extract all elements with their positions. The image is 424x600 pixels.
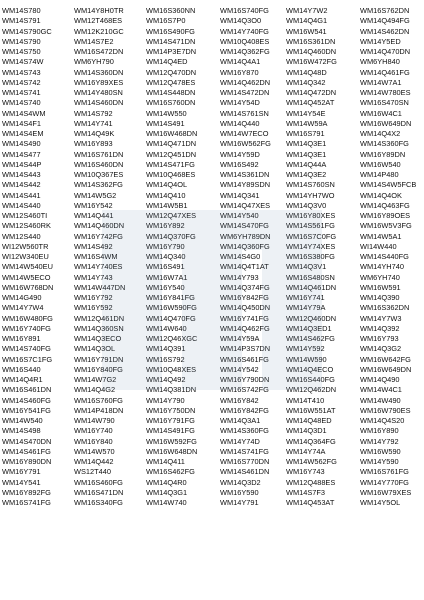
- part-number-cell: WM6YH790: [74, 57, 114, 67]
- part-number-cell: WM12S440: [2, 231, 41, 241]
- part-number-cell: WM14W5B1: [146, 200, 188, 210]
- part-number-cell: WM14W5G2: [74, 190, 117, 200]
- part-number-cell: WM14Q362FG: [220, 47, 270, 56]
- part-number-cell: WM14S44P: [2, 159, 42, 169]
- part-number-cell: WM14S492: [74, 241, 113, 251]
- part-number-cell: WM14Q48ED: [286, 416, 332, 425]
- part-number-cell: WM16Y870: [220, 67, 259, 77]
- part-number-cell: WM14S361DN: [220, 170, 270, 179]
- part-number-cell: WM16W4C1: [360, 108, 402, 118]
- part-number-cell: WM16Y792: [74, 293, 113, 302]
- part-number-cell: WM16S791: [286, 129, 325, 138]
- part-number-cell: WM16Y590: [220, 487, 259, 497]
- part-number-cell: WM16Y841FG: [146, 293, 195, 302]
- part-number-cell: WM14Q4S20: [360, 416, 405, 425]
- part-number-cell: WM10Q408ES: [220, 36, 270, 46]
- part-number-cell: WM12T468ES: [74, 16, 123, 26]
- part-number-cell: WM14S7F3: [286, 487, 326, 497]
- part-number-cell: WM14Y74XES: [286, 241, 336, 251]
- part-number-cell: WM14Q460DN: [74, 221, 125, 231]
- part-number-cell: WM14Y740FG: [220, 26, 269, 36]
- part-number-cell: WM14Q4T1AT: [220, 262, 269, 272]
- part-number-cell: WM16W480FG: [2, 313, 53, 323]
- part-number-cell: WM16W649DN: [360, 118, 412, 128]
- part-number-cell: WM14S471DN: [146, 36, 196, 46]
- part-number-cell: WM16S340FG: [74, 498, 123, 507]
- part-number-cell: WM14Q4R0: [146, 477, 187, 487]
- part-number-cell: WM16W551AT: [286, 405, 336, 415]
- part-number-cell: WM12S460RK: [2, 221, 51, 231]
- part-number-cell: WM14S477: [2, 149, 41, 159]
- part-number-cell: WM14Q47XES: [220, 200, 271, 210]
- part-number-cell: WM16S7C0FG: [286, 231, 337, 241]
- part-number-cell: WM16Y740FG: [2, 323, 51, 333]
- part-number-cell: WM14Q3G2: [360, 344, 402, 354]
- part-number-cell: WM12Q46XGC: [146, 334, 198, 343]
- part-number-cell: WM14Q360FG: [220, 241, 270, 251]
- part-number-cell: WM12Q462DN: [286, 385, 337, 395]
- part-number-cell: WM6YH789DN: [220, 231, 271, 241]
- part-number-cell: WM16W472FG: [286, 57, 337, 67]
- part-number-cell: WM16S360NN: [146, 6, 196, 15]
- part-number-cell: WM14Q471DN: [146, 139, 197, 149]
- part-number-cell: WM16W642FG: [360, 354, 411, 364]
- part-number-cell: WM14W490: [360, 395, 401, 405]
- part-number-cell: WM14Q3OL: [74, 344, 116, 354]
- part-number-cell: WM14Q3D2: [220, 477, 261, 487]
- part-number-cell: WM14Y7W3: [360, 313, 402, 323]
- part-number-cell: WM16S4WM: [74, 252, 118, 261]
- part-number-cell: WM14W540EU: [2, 262, 53, 272]
- part-number-cell: WM16S7P0: [146, 16, 186, 26]
- part-number-cell: WM16S742FG: [220, 385, 269, 395]
- part-number-cell: WM16S792: [146, 354, 185, 364]
- part-number-cell: WM14S360DN: [74, 67, 124, 77]
- part-number-cell: WM14Q392: [360, 323, 400, 333]
- part-number-cell: WM14Q4OK: [360, 190, 402, 200]
- part-number-cell: WM16S761DN: [74, 149, 124, 159]
- part-number-cell: WM14Q3E1: [286, 149, 327, 159]
- part-number-cell: WM14Q452AT: [286, 98, 335, 108]
- part-number-cell: WM14S443: [2, 170, 41, 179]
- part-number-cell: WM12Q47XES: [146, 211, 197, 220]
- part-number-cell: WM14S741: [2, 88, 41, 97]
- part-number-cell: WM14Q460DN: [286, 47, 337, 56]
- part-number-cell: WM16Y790: [146, 241, 185, 251]
- part-number-cell: WM14Q4X2: [360, 129, 401, 138]
- part-number-cell: WM14S491FG: [146, 426, 195, 436]
- part-number-cell: WM14S780: [2, 6, 41, 15]
- part-number-cell: WM16Y740: [74, 426, 113, 436]
- part-number-cell: WM14S441: [2, 190, 41, 200]
- part-number-cell: WM16W562FG: [220, 139, 271, 149]
- part-number-cell: WM14S74W: [2, 57, 44, 67]
- part-number-cell: WM14P3E7DN: [146, 47, 197, 56]
- part-number-cell: WM14Q390: [360, 293, 400, 302]
- part-number-cell: WM14Q4A1: [220, 57, 261, 67]
- part-number-cell: WM10Q367ES: [74, 170, 124, 179]
- part-number-cell: WM16Y891: [2, 334, 41, 343]
- part-number-cell: WM14Q3ED1: [286, 323, 332, 333]
- part-number-cell: WM16S460FG: [74, 477, 123, 487]
- part-number-cell: WM14S462DN: [360, 26, 410, 36]
- part-number-cell: WM16S740FG: [220, 6, 269, 15]
- part-number-cell: WM14S740FG: [2, 344, 51, 354]
- part-number-cell: WM14S760SN: [286, 180, 335, 190]
- part-number-cell: WM16W541: [286, 26, 327, 36]
- part-number-cell: WM14S470FG: [220, 221, 269, 231]
- part-number-cell: WM14Y8H0TR: [74, 6, 124, 15]
- part-number-cell: WM14Q3V0: [286, 200, 327, 210]
- part-number-cell: WM14W540: [2, 416, 43, 425]
- part-number-cell: WM16W79XES: [360, 487, 412, 497]
- part-number-cell: WM14P480: [360, 170, 399, 179]
- part-number-cell: WI12W560TR: [2, 241, 49, 251]
- part-number-cell: WM14S4G0: [220, 252, 261, 261]
- part-number-cell: WM14Q48D: [286, 67, 327, 77]
- part-number-cell: WM16Y540: [146, 282, 185, 292]
- part-number-cell: WM16S461DN: [2, 385, 52, 395]
- part-number-cell: WM16S472DN: [74, 47, 124, 56]
- part-number-cell: WM14W780ES: [360, 88, 411, 97]
- part-number-cell: WM16Y592: [74, 303, 113, 313]
- part-number-cell: WM14Y480SN: [74, 88, 123, 97]
- part-number-cell: WM14Q3E2: [286, 170, 327, 179]
- part-number-cell: WM16W7A1: [146, 272, 188, 282]
- part-number-cell: WM16Y791: [2, 467, 41, 477]
- part-number-cell: WM16Y750DN: [146, 405, 196, 415]
- part-number-cell: WM16S491: [146, 262, 185, 272]
- part-number-cell: WM14W7A1: [360, 77, 402, 87]
- part-number-cell: WM14Q3V1: [286, 262, 327, 272]
- part-number-cell: WM16Y791FG: [146, 416, 195, 425]
- part-number-cell: WM10Q48XES: [146, 364, 197, 374]
- part-number-cell: WM14Y5OL: [360, 498, 401, 507]
- part-number-cell: WM14Q342: [286, 77, 326, 87]
- part-number-cell: WM14Q4G2: [74, 385, 116, 395]
- part-number-cell: WM16Y791DN: [74, 354, 124, 364]
- part-number-cell: WM14S498: [2, 426, 41, 436]
- part-number-cell: WM14Y542: [220, 364, 259, 374]
- part-number-cell: WM16Y741: [286, 293, 325, 302]
- part-number-cell: WM14Y59D: [220, 149, 260, 159]
- part-number-cell: WM14Y540: [220, 211, 259, 220]
- part-number-cell: WM14Q374FG: [220, 282, 270, 292]
- part-number-cell: WM14Q3D1: [286, 426, 327, 436]
- part-number-cell: WM14Y793: [220, 272, 259, 282]
- part-number-cell: WM14Q364FG: [286, 436, 336, 446]
- part-number-cell: WM16S440: [2, 364, 41, 374]
- part-number-cell: WM14Q453AT: [286, 498, 335, 507]
- part-number-cell: WS12T440: [74, 467, 111, 477]
- part-number-cell: WM14S790: [2, 36, 41, 46]
- part-number-cell: WM16W5V3FG: [360, 221, 412, 231]
- part-number-cell: WM14S470DN: [2, 436, 52, 446]
- part-number-cell: WM14Y7W2: [286, 6, 328, 15]
- part-number-cell: WM16W790ES: [360, 405, 411, 415]
- part-number-cell: WM6YH840: [360, 57, 400, 67]
- part-number-cell: WM14Q470FG: [146, 313, 196, 323]
- part-number-cell: WM14Y792: [360, 436, 399, 446]
- part-number-cell: WM14S491: [146, 118, 185, 128]
- part-number-cell: WM16S361DN: [286, 36, 336, 46]
- part-number-cell: WM16Y890: [360, 426, 399, 436]
- part-number-cell: WM12Q478ES: [146, 77, 196, 87]
- part-number-cell: WM14W550: [146, 108, 187, 118]
- part-number-cell: WM14Y741: [74, 118, 113, 128]
- part-number-cell: WM14Y5ED: [360, 36, 401, 46]
- part-number-cell: WM14S4WM: [2, 108, 46, 118]
- part-number-cell: WM14Q340: [146, 252, 186, 261]
- part-number-cell: WM16Y89OES: [360, 211, 411, 220]
- part-number-cell: WM16W648DN: [146, 446, 198, 456]
- part-number-cell: WM16W468DN: [146, 129, 198, 138]
- part-number-cell: WM14Q463FG: [360, 200, 410, 210]
- part-number-cell: WM16Y541FG: [2, 405, 51, 415]
- part-number-cell: WM16W592FG: [146, 436, 197, 446]
- part-number-cell: WM16Y743: [286, 467, 325, 477]
- part-number-cell: WM16Y840: [74, 436, 113, 446]
- part-number-cell: WM16S470SN: [360, 98, 409, 108]
- part-number-cell: WM14Y89SDN: [220, 180, 271, 190]
- part-number-cell: WM14W740: [146, 498, 187, 507]
- part-number-cell: WM12Q488ES: [286, 477, 336, 487]
- part-number-cell: WM14W447DN: [74, 282, 126, 292]
- part-number-cell: WM14Y770FG: [360, 477, 409, 487]
- part-number-cell: WM14Y54D: [220, 98, 260, 108]
- part-number-cell: WM12Q451DN: [146, 149, 197, 159]
- part-number-cell: WM14Q462DN: [220, 77, 271, 87]
- part-number-cell: WM16W540: [360, 159, 401, 169]
- part-number-cell: WM12Q470DN: [146, 67, 197, 77]
- part-number-cell: WM14Y743: [74, 272, 113, 282]
- part-number-cell: WM14S742: [2, 77, 41, 87]
- part-number-cell: WM14Q4ED: [146, 57, 188, 67]
- part-number-cell: WM16Y89XES: [74, 77, 124, 87]
- part-number-cell: WM14Q3A1: [220, 416, 261, 425]
- part-number-cell: WM16W591: [360, 282, 401, 292]
- part-number-cell: WM14Q381DN: [146, 385, 197, 395]
- part-number-cell: WM16Y890DN: [2, 457, 52, 466]
- part-number-cell: WM16S462FG: [146, 467, 195, 477]
- part-number-cell: WM14W59A: [286, 118, 328, 128]
- part-number-cell: WM16S492: [220, 159, 259, 169]
- part-number-cell: WM14Q462FG: [220, 323, 270, 333]
- part-number-cell: WM14Q370FG: [146, 231, 196, 241]
- part-number-cell: WM14W5ECO: [2, 272, 51, 282]
- part-number-cell: WM14Y74A: [286, 446, 326, 456]
- part-number-cell: WM16S770DN: [220, 457, 270, 466]
- part-number-cell: WM14W790: [74, 416, 115, 425]
- part-number-cell: WM16S760FG: [74, 395, 123, 405]
- part-number-cell: WM12S460TI: [2, 211, 48, 220]
- part-number-cell: WM14S7E2: [74, 36, 114, 46]
- part-number-cell: WM16Y80XES: [286, 211, 336, 220]
- part-number-cell: WM14Y541: [2, 477, 41, 487]
- part-number-cell: WM14S460DN: [74, 98, 124, 108]
- part-number-cell: WM16S760DN: [146, 98, 196, 108]
- part-number-cell: WM14Q3ECO: [74, 334, 122, 343]
- part-number-cell: WM16S471DN: [74, 487, 124, 497]
- part-number-cell: WM14Q341: [220, 190, 260, 200]
- part-number-cell: WM16Y892: [146, 221, 185, 231]
- part-number-cell: WM14Y790: [146, 395, 185, 405]
- part-number-cell: WM14S360FG: [220, 426, 269, 436]
- part-number-cell: WM14Q4G1: [286, 16, 328, 26]
- part-number-cell: WM14Y59A: [220, 334, 260, 343]
- part-number-cell: WM14S4F1: [2, 118, 42, 128]
- part-number-cell: WM16S7C1FG: [2, 354, 53, 364]
- part-number-cell: WM14S448DN: [146, 88, 196, 97]
- part-number-grid: [2, 6, 424, 508]
- part-number-cell: WM14Q492: [146, 375, 186, 384]
- part-number-cell: WM14W570: [74, 446, 115, 456]
- part-number-cell: WM14Y79A: [286, 303, 326, 313]
- part-number-cell: WM14Q4ECO: [286, 364, 334, 374]
- part-number-cell: WM14Q440: [220, 118, 260, 128]
- part-number-cell: WM14S461DN: [220, 467, 270, 477]
- part-number-cell: WM14S362FG: [74, 180, 123, 190]
- part-number-cell: WM14S791: [2, 16, 41, 26]
- part-number-cell: WM14YH7WO: [286, 190, 335, 200]
- part-number-cell: WM16Y892FG: [2, 487, 51, 497]
- part-number-cell: WM14Q44A: [286, 159, 327, 169]
- part-number-cell: WM14Q49K: [74, 129, 115, 138]
- part-number-cell: WM14Q391: [146, 344, 186, 354]
- part-number-cell: WM16Y893: [74, 139, 113, 149]
- part-number-cell: WM16Y840FG: [74, 364, 123, 374]
- part-number-cell: WM14Y7W4: [2, 303, 44, 313]
- part-number-cell: WM14Q450DN: [220, 303, 271, 313]
- part-number-cell: WM16Y89DN: [360, 149, 406, 159]
- part-number-cell: WM14Y54E: [286, 108, 326, 118]
- part-number-cell: WM14S462FG: [286, 334, 335, 343]
- part-number-cell: WM14G490: [2, 293, 42, 302]
- part-number-cell: WM16W590: [360, 446, 401, 456]
- part-number-cell: WM14Y74D: [220, 436, 260, 446]
- part-number-cell: WM14Y590: [360, 457, 399, 466]
- part-number-cell: WM14S461FG: [2, 446, 51, 456]
- part-number-cell: WM16S741FG: [2, 498, 51, 507]
- part-number-cell: WM14S460FG: [2, 395, 51, 405]
- part-number-cell: WM14Y791: [220, 498, 259, 507]
- part-number-cell: WM14P3S7DN: [220, 344, 271, 354]
- part-number-cell: WM16S461FG: [220, 354, 269, 364]
- part-number-cell: WM16S762DN: [360, 6, 410, 15]
- part-number-cell: WM16Y842: [220, 395, 259, 405]
- part-number-cell: WM12Q461DN: [74, 313, 125, 323]
- part-number-cell: WM14S440: [2, 200, 41, 210]
- part-number-cell: WM14S490: [2, 139, 41, 149]
- part-number-cell: WM14Q3E1: [286, 139, 327, 149]
- part-number-cell: WM16Y842FG: [220, 293, 269, 302]
- part-number-cell: WM14Q360SN: [74, 323, 124, 333]
- part-number-cell: WM14Q490: [360, 375, 400, 384]
- part-number-cell: WM14S4EM: [2, 129, 44, 138]
- part-number-cell: WM16W649DN: [360, 364, 412, 374]
- part-number-cell: WM14Q411: [146, 457, 185, 466]
- part-number-cell: WM14W7ECO: [220, 129, 269, 138]
- part-number-cell: WM14S743: [2, 67, 41, 77]
- part-number-cell: WM14Q470DN: [360, 47, 411, 56]
- part-number-cell: WM14W562FG: [286, 457, 337, 466]
- part-number-cell: WM14Y592: [286, 344, 325, 354]
- part-number-cell: WM14S360FG: [360, 139, 409, 149]
- part-number-cell: WM14W5A1: [360, 231, 402, 241]
- part-number-cell: WM14W590: [286, 354, 327, 364]
- part-number-cell: WM14Q4R1: [2, 375, 43, 384]
- part-number-cell: WM14S471FG: [146, 159, 195, 169]
- part-number-cell: WM16S490FG: [146, 26, 195, 36]
- part-number-cell: WM14S561FG: [286, 221, 335, 231]
- part-number-cell: WM16Y542: [74, 200, 113, 210]
- part-number-cell: WM14Y740ES: [74, 262, 123, 272]
- part-number-cell: WM14Q4OL: [146, 180, 188, 190]
- part-number-cell: WM14S442: [2, 180, 41, 190]
- part-number-cell: WM12K210GC: [74, 26, 124, 36]
- part-number-cell: WM14W4C1: [360, 385, 402, 395]
- part-number-cell: WM16S460DN: [74, 159, 124, 169]
- part-number-cell: WM14Q3O0: [220, 16, 262, 26]
- part-number-cell: WM14P418DN: [74, 405, 124, 415]
- part-number-cell: WM16Y741FG: [220, 313, 269, 323]
- part-number-cell: WM12Q460DN: [286, 313, 337, 323]
- part-number-cell: WM14S741FG: [220, 446, 269, 456]
- part-number-cell: WI12W340EU: [2, 252, 49, 261]
- part-number-cell: WM14S440FG: [360, 252, 409, 261]
- part-number-cell: WM16S440FG: [286, 375, 335, 384]
- part-number-cell: WM14S472DN: [220, 88, 270, 97]
- part-number-cell: WI14W440: [360, 241, 397, 251]
- part-number-cell: WM14Q461FG: [360, 67, 410, 77]
- part-number-cell: WM14S790GC: [2, 26, 52, 36]
- part-number-cell: WM16S380FG: [286, 252, 335, 261]
- part-number-cell: WM14Q461DN: [286, 282, 337, 292]
- part-number-cell: WM16W590FG: [146, 303, 197, 313]
- part-number-cell: WM14W7G2: [74, 375, 117, 384]
- part-number-cell: WM16Y742FG: [74, 231, 123, 241]
- part-number-cell: WM16S480SN: [286, 272, 335, 282]
- part-number-cell: WM14S4W5FCB: [360, 180, 417, 190]
- part-number-cell: WM14YH740: [360, 262, 404, 272]
- part-number-cell: WM14S750: [2, 47, 41, 56]
- part-number-cell: WM16S362DN: [360, 303, 410, 313]
- part-number-cell: WM14Q410: [146, 190, 186, 200]
- part-number-cell: WM14Q472DN: [286, 88, 337, 97]
- part-number-cell: WM6YH740: [360, 272, 400, 282]
- part-number-cell: WM14Q494FG: [360, 16, 410, 26]
- part-number-cell: WM10Q468ES: [146, 170, 196, 179]
- part-number-cell: WM14W640: [146, 323, 187, 333]
- part-number-cell: WM14Q441: [74, 211, 114, 220]
- part-number-cell: WM14S761SN: [220, 108, 269, 118]
- part-number-cell: WM16Y790DN: [220, 375, 270, 384]
- part-number-cell: WM14Q442: [74, 457, 114, 466]
- part-number-cell: WM14S740: [2, 98, 41, 108]
- part-number-cell: WM16W768DN: [2, 282, 54, 292]
- part-number-cell: WM16Y842FG: [220, 405, 269, 415]
- part-number-cell: WM14Q3G1: [146, 487, 188, 497]
- part-number-cell: WM14T410: [286, 395, 325, 405]
- part-number-cell: WM16S761FG: [360, 467, 409, 477]
- part-number-cell: WM14S792: [74, 108, 113, 118]
- part-number-cell: WM16Y793: [360, 334, 399, 343]
